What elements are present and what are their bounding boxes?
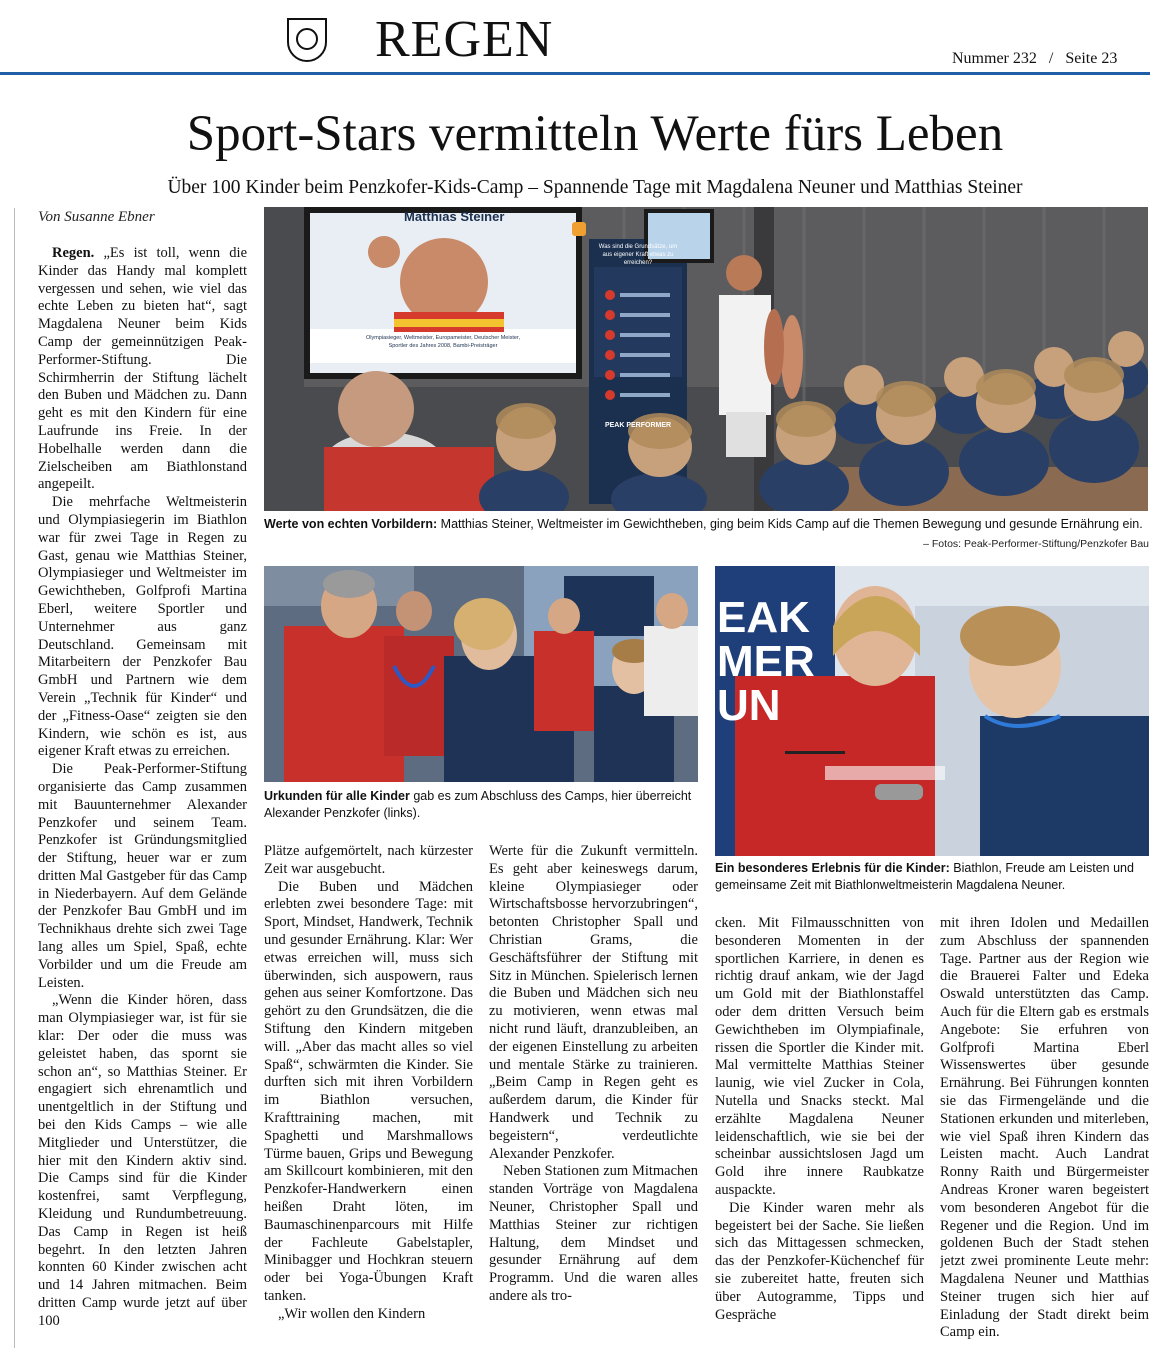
article-column-3 (489, 843, 698, 1350)
dateline: Regen. (52, 245, 95, 261)
banner-question: Was sind die Grundsätze, um aus eigener Kraft etwas zu erreichen? (598, 244, 678, 266)
section-title: REGEN (375, 11, 554, 68)
paragraph: „Wir wollen den Kindern (278, 1305, 426, 1322)
banner-logo: PEAK PERFORMER (604, 422, 672, 429)
paragraph: Die mehrfache Weltmeisterin und Olympiasiegerin im Biathlon war für zwei Tage in Regen zu Gast, genau wie Matthias Steiner, Olympiasieger und Weltmeister im Gewichtheben, Golfprofi Martina Eberl, weitere Sportler und Unternehmer aus ganz Deutschland. Gemeinsam mit Mitarbeitern der Penzkofer Bau GmbH und Partnern wie dem Verein „Technik für Kinder“ und der „Fitness-Oase“ zeigten sie den Kindern, wie schön es ist, aus eigener Kraft etwas zu erreichen. (38, 494, 247, 760)
article-column-5 (940, 915, 1149, 1350)
main-photo (264, 207, 1148, 511)
issue-info (952, 50, 1117, 68)
subheadline: Über 100 Kinder beim Penzkofer-Kids-Camp – Spannende Tage mit Magdalena Neuner und Matthias Steiner (167, 177, 1023, 198)
paragraph: Regen. „Es ist toll, wenn die Kinder das Handy mal komplett vergessen und sehen, wie viel das echte Leben zu bieten hat“, sagt Magdalena Neuner beim Kids Camp der gemeinnützigen Peak-Performer-Stiftung. Die Schirmherrin der Stiftung lächelt den Buben und Mädchen zu. Dann geht es mit den Kindern für eine Laufrunde ins Freie. In der Hobelhalle werden dann die Zielscheiben am Biathlonstand angepeilt. (38, 245, 247, 493)
main-photo-caption: Werte von echten Vorbildern: Matthias Steiner, Weltmeister im Gewichtheben, ging beim Kids Camp auf die Themen Bewegung und gesunde Ernährung ein. (264, 517, 1143, 531)
headline: Sport-Stars vermitteln Werte fürs Leben (186, 106, 1004, 162)
margin-rule (14, 208, 15, 1348)
byline: Von Susanne Ebner (38, 209, 155, 225)
screen-name-label: Matthias Steiner (404, 209, 505, 224)
paragraph: Neben Stationen zum Mitmachen standen Vorträge von Magdalena Neuner, Christopher Spall und Matthias Steiner zur richtigen Haltung, dem Mindset und gesunder Ernährung auf dem Programm. Und die waren alles andere als tro- (489, 1163, 698, 1304)
article-column-1 (38, 245, 247, 1350)
biathlon-banner-text: EAK MER UN (717, 593, 815, 730)
paragraph: Die Peak-Performer-Stiftung organisierte das Camp zusammen mit Bauunternehmer Alexander Penzkofer und seinem Team. Penzkofer ist Gründungsmitglied der Stiftung, heuer war er zum dritten Mal Gastgeber für das Camp in Niederbayern. Auf dem Gelände der Penzkofer Bau GmbH und im Technikhaus drehte sich zwei Tage lang alles um Spiel, Spaß, echte Vorbilder und um die Freude am Leisten. (38, 761, 247, 991)
masthead-rule (0, 72, 1150, 75)
certificate-photo-caption: Urkunden für alle Kinder gab es zum Abschluss des Camps, hier überreicht Alexander Penzkofer (links). (264, 789, 692, 820)
biathlon-photo (715, 566, 1149, 856)
paragraph: cken. Mit Filmausschnitten von besonderen Momenten in der sportlichen Karriere, in denen es richtig drauf ankam, wie der Jagd um Gold mit der Biathlonstaffel oder dem dritten Versuch beim Gewichtheben im Olympiafinale, rissen die Sportler die Kinder mit. Mal vermittelte Matthias Steiner launig, wie viel Zucker in Cola, Nutella und Snacks steckt. Mal erzählte Magdalena Neuner leidenschaftlich, wie sie bei der scheinbar aussichtslosen Jagd um Gold ihre innere Raubkatze auspackte. (715, 915, 924, 1198)
paragraph: „Wenn die Kinder hören, dass man Olympiasieger war, ist für sie klar: Der oder die muss was geleistet haben, das spornt sie schon an“, so Matthias Steiner. Er engagiert sich ehrenamtlich und unentgeltlich in der Stiftung und bei den Kids Camps – wie alle Mitglieder und Unterstützer, die hier mit den Kindern aktiv sind. Die Camps sind für die Kinder kostenfrei, samt Verpflegung, Kleidung und Rundumbetreuung. Das Camp in Regen ist heiß begehrt. In den letzten Jahren konnten 60 Kinder zwischen acht und 14 Jahren mitmachen. Beim dritten Camp wurde jetzt auf über 100 (38, 992, 247, 1329)
screen-caption: Olympiasieger, Weltmeister, Europameister, Deutscher Meister, Sportler des Jahres 2008, Bambi-Preisträger (366, 335, 520, 349)
paragraph: Werte für die Zukunft vermitteln. Es geht aber keineswegs darum, kleine Olympiasieger oder Wirtschaftsbosse hervorzubringen“, betonten Christopher Spall und Christian Grams, die Geschäftsführer der Stiftung mit Sitz in München. Spielerisch lernen die Buben und Mädchen sich neu zu motivieren, wenn etwas mal nicht rund läuft, dranzubleiben, an der eigenen Einstellung zu arbeiten und mentale Stärke zu trainieren. „Beim Camp in Regen geht es außerdem darum, die Kinder für Handwerk und Technik zu begeistern“, verdeutlichte Alexander Penzkofer. (489, 843, 698, 1162)
paragraph: Plätze aufgemörtelt, nach kürzester Zeit war ausgebucht. (264, 843, 473, 877)
certificate-photo-drawing (264, 566, 698, 782)
paragraph: mit ihren Idolen und Medaillen zum Abschluss der spannenden Tage. Partner aus der Region wie die Brauerei Falter und Edeka Oswald unterstützten das Camp. Auch für die Eltern gab es erstmals Angebote: Sie erfuhren von Golfprofi Martina Eberl Wissenswertes über gesunde Ernährung. Bei Führungen konnten sie das Firmengelände und die Stationen erkunden und miterleben, wie viel Spaß ihren Kindern das Leisten macht. Auch Landrat Ronny Raith und Bürgermeister Andreas Kroner waren begeistert vom besonderen Angebot für die Regener und die Region. Und im goldenen Buch der Stadt stehen jetzt zwei prominente Leute mehr: Magdalena Neuner und Matthias Steiner trugen sich hier auf Einladung der Stadt direkt beim Camp ein. (940, 915, 1149, 1341)
paragraph: Die Kinder waren mehr als begeistert bei der Sache. Sie ließen sich das Mittagessen schmecken, das der Penzkofer-Küchenchef für sie zubereitet hatte, freuten sich über Autogramme, Tipps und Gespräche (715, 1199, 924, 1323)
page-number: Seite 23 (1065, 50, 1118, 67)
biathlon-photo-caption: Ein besonderes Erlebnis für die Kinder: Biathlon, Freude am Leisten und gemeinsame Zeit mit Biathlonweltmeisterin Magdalena Neuner. (715, 861, 1134, 892)
photo-credit: – Fotos: Peak-Performer-Stiftung/Penzkofer Bau (923, 538, 1149, 550)
paragraph: Die Buben und Mädchen erlebten zwei besondere Tage: mit Sport, Mindset, Handwerk, Technik und gesunder Ernährung. Klar: Wer etwas erreichen will, muss sich überwinden, sich auspowern, raus gehen aus seiner Komfortzone. Das gehört zu den Grundsätzen, die die Stiftung den Kindern mitgeben will. „Aber das macht alles so viel Spaß“, schwärmten die Kinder. Sie durften sich mit ihren Vorbildern im Biathlon versuchen, Krafttraining machen, mit Spaghetti und Marshmallows Türme bauen, Grips und Bewegung am Skillcourt kombinieren, mit den Penzkofer-Handwerkern einen heißen Draht löten, im Baumaschinenparcours mit Hilfe der Fachleute Gabelstapler, Minibagger und Hochkran steuern oder bei Yoga-Übungen Kraft tanken. (264, 878, 473, 1304)
certificate-photo (264, 566, 698, 782)
article-column-4 (715, 915, 924, 1350)
coat-of-arms-icon (287, 18, 327, 62)
issue-number: Nummer 232 (952, 50, 1037, 67)
issue-separator: / (1048, 50, 1054, 67)
main-photo-drawing (264, 207, 1148, 511)
article-column-2 (264, 843, 473, 1350)
